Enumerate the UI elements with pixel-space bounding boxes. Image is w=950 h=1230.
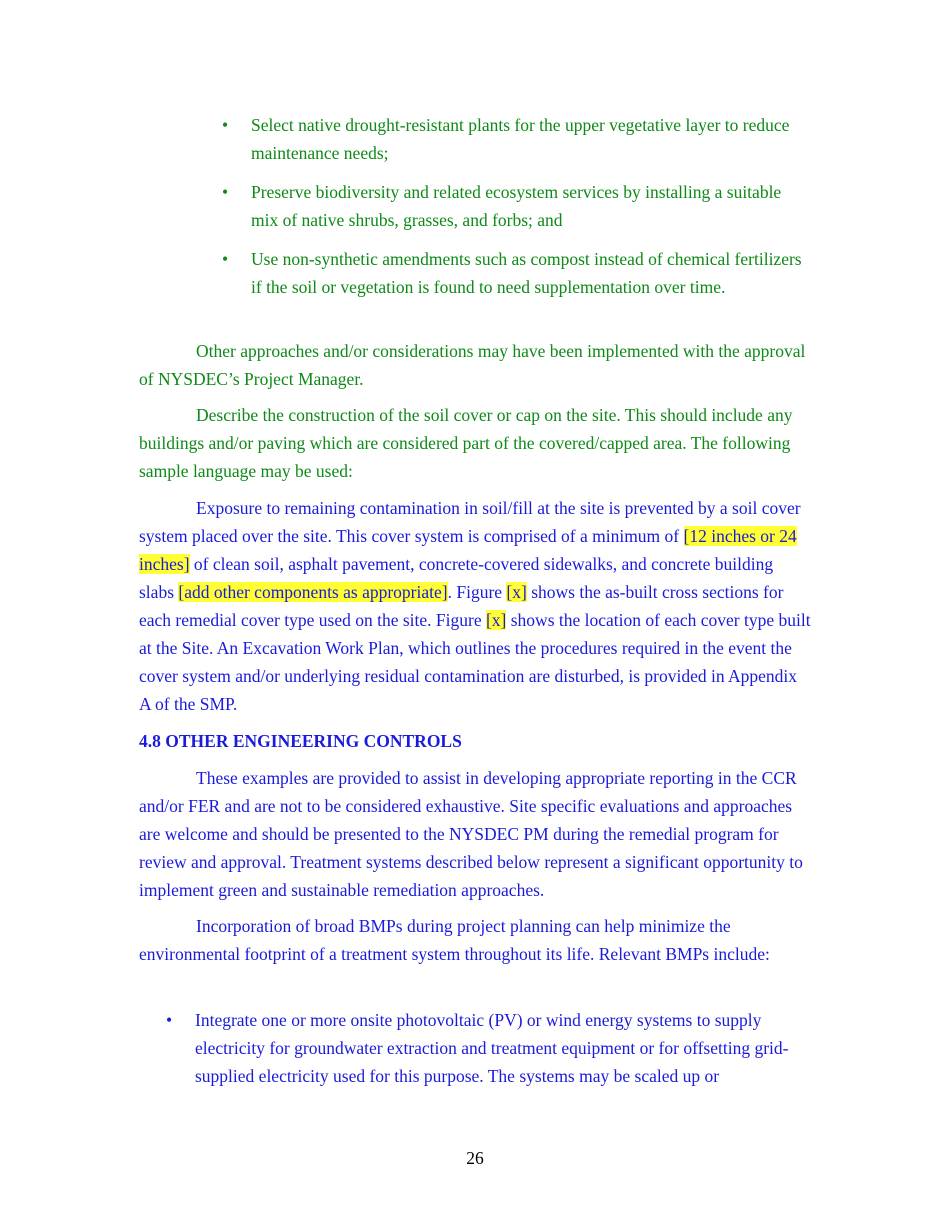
paragraph-text: . Figure	[447, 582, 507, 602]
list-item	[222, 111, 812, 167]
highlighted-placeholder: [x]	[485, 610, 507, 630]
list-item	[222, 245, 812, 301]
paragraph-other-approaches: Other approaches and/or considerations may have been implemented with the approval of NYSDEC’s Project Manager.	[139, 341, 806, 389]
paragraph-text: shows the as-built cross sections for each remedial cover type used on the site. Figure	[139, 582, 784, 630]
list-item-text: Use non-synthetic amendments such as compost instead of chemical fertilizers if the soil or vegetation is found to need supplementation over time.	[251, 249, 802, 297]
bullet-icon: •	[222, 115, 229, 135]
treatment-bmp-list	[166, 1006, 812, 1090]
bullet-icon: •	[166, 1010, 173, 1030]
page-number: 26	[466, 1148, 484, 1168]
list-item	[222, 178, 812, 234]
bullet-icon: •	[222, 249, 229, 269]
bullet-icon: •	[222, 182, 229, 202]
paragraph-text: Exposure to remaining contamination in soil/fill at the site is prevented by a soil cover system placed over the site. This cover system is comprised of a minimum of	[139, 498, 801, 546]
highlighted-placeholder: [add other components as appropriate]	[178, 582, 448, 602]
paragraph-examples: These examples are provided to assist in developing appropriate reporting in the CCR and/or FER and are not to be considered exhaustive. Site specific evaluations and approaches are welcome and should be presented to the NYSDEC PM during the remedial program for review and approval. Treatment systems described below represent a significant opportunity to implement green and sustainable remediation approaches.	[139, 768, 803, 900]
list-item	[166, 1006, 812, 1090]
highlighted-placeholder: [12 inches or 24 inches]	[139, 526, 797, 574]
vegetation-bmp-list	[222, 111, 812, 312]
paragraph-describe-construction: Describe the construction of the soil cover or cap on the site. This should include any buildings and/or paving which are considered part of the covered/capped area. The following sample language may be used:	[139, 405, 793, 481]
list-item-text: Select native drought-resistant plants for the upper vegetative layer to reduce maintenance needs;	[251, 115, 790, 163]
list-item-text: Integrate one or more onsite photovoltaic (PV) or wind energy systems to supply electricity for groundwater extraction and treatment equipment or for offsetting grid-supplied electricity used for this purpose. The systems may be scaled up or	[195, 1010, 789, 1086]
highlighted-placeholder: [x]	[506, 582, 527, 602]
paragraph-text: shows the location of each cover type built at the Site. An Excavation Work Plan, which outlines the procedures required in the event the cover system and/or underlying residual contamination are disturbed, is provided in Appendix A of the SMP.	[139, 610, 811, 714]
list-item-text: Preserve biodiversity and related ecosystem services by installing a suitable mix of native shrubs, grasses, and forbs; and	[251, 182, 782, 230]
section-heading: 4.8 OTHER ENGINEERING CONTROLS	[139, 731, 462, 751]
paragraph-text: of clean soil, asphalt pavement, concrete-covered sidewalks, and concrete building slabs	[139, 554, 774, 602]
paragraph-incorporation: Incorporation of broad BMPs during project planning can help minimize the environmental footprint of a treatment system throughout its life. Relevant BMPs include:	[139, 916, 770, 964]
paragraph-exposure-sample-language	[139, 494, 811, 718]
